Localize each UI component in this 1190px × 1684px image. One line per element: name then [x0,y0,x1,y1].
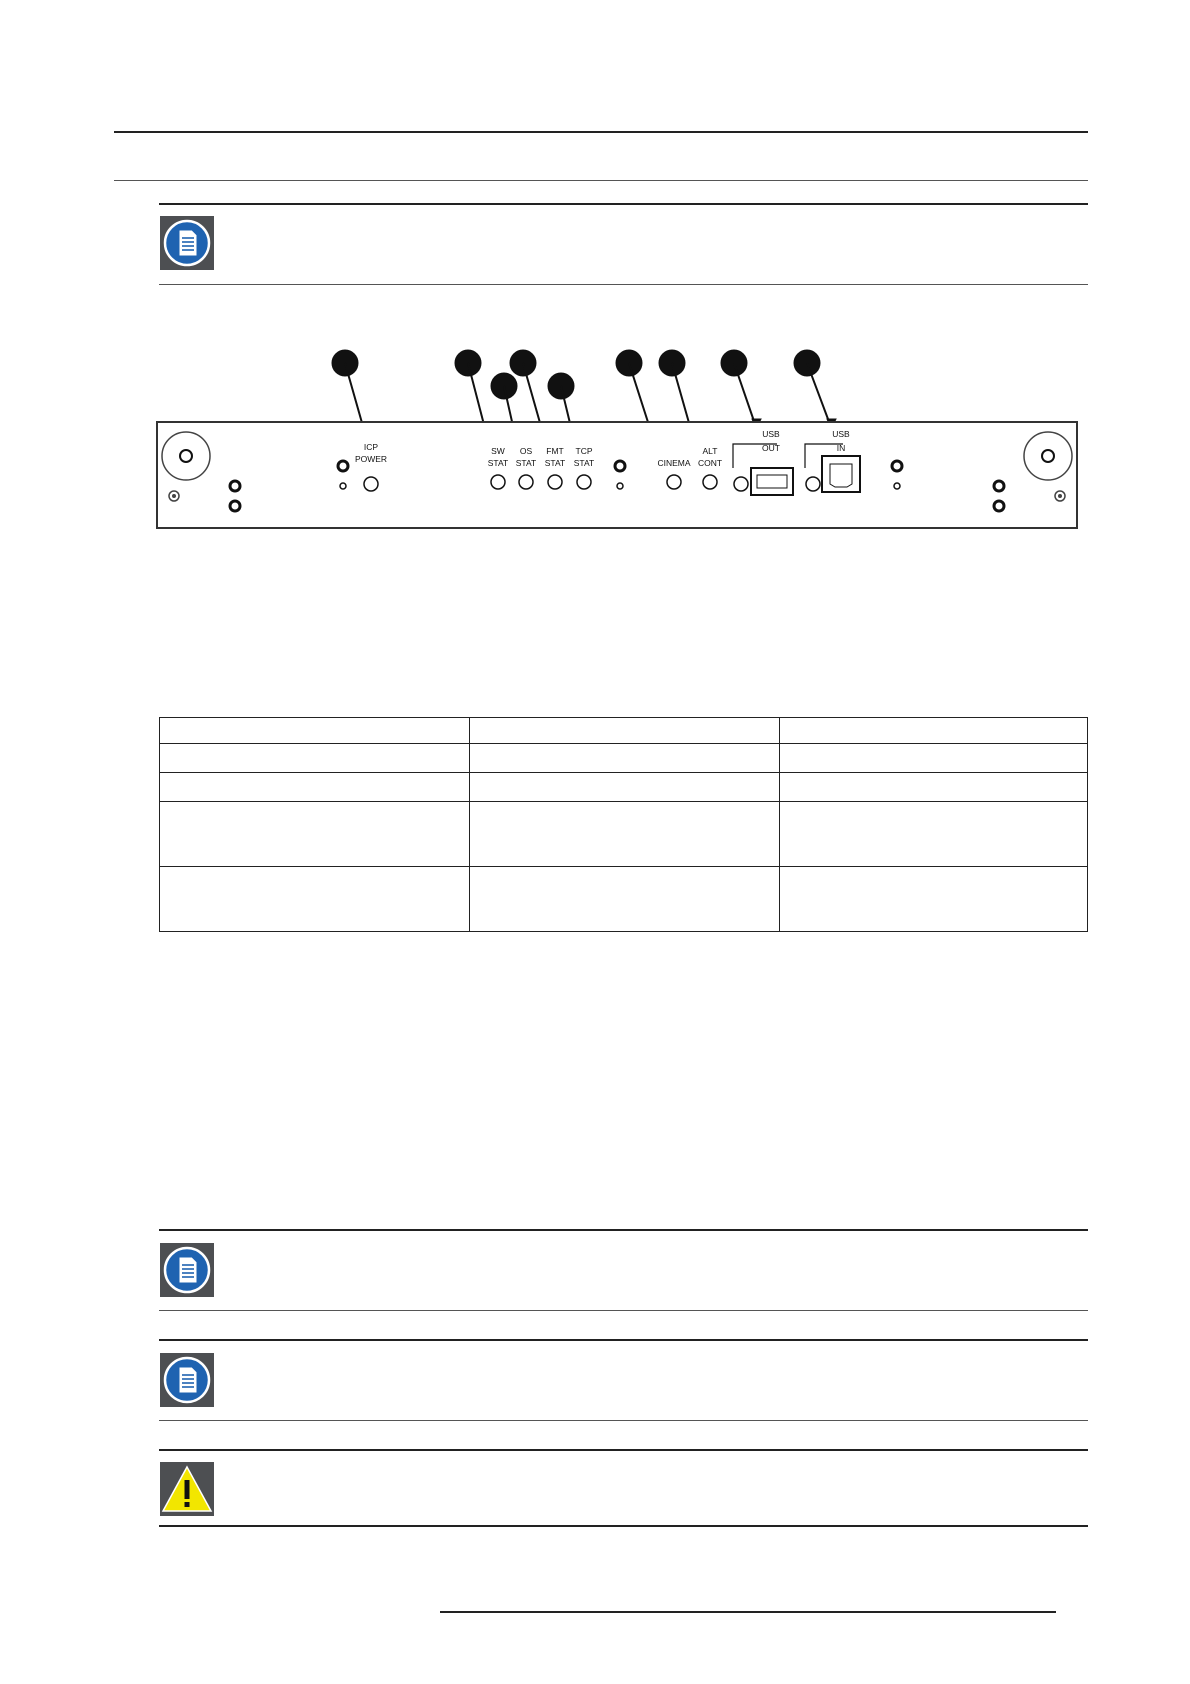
note-box-3-bottom-rule [159,1420,1088,1421]
spec-table [159,717,1088,932]
label-sw: SW [491,446,505,456]
note-document-icon [160,216,214,270]
note-box-1-top-rule [159,203,1088,205]
front-panel-diagram [155,344,1079,530]
table-row [160,867,1088,932]
table-row [160,718,1088,744]
note-box-2-top-rule [159,1229,1088,1231]
label-alt: ALT [702,446,718,456]
table-row [160,802,1088,867]
label-tcp: TCP [575,446,593,456]
note-document-icon [160,1243,214,1297]
table-cell [469,773,780,802]
warning-box-top-rule [159,1449,1088,1451]
label-usb-out-1: USB [762,429,780,439]
header-rule-top [114,131,1088,133]
label-os-stat: STAT [515,458,537,468]
header-rule-bottom [114,180,1088,181]
warning-box-bottom-rule [159,1525,1088,1527]
table-row [160,773,1088,802]
table-row [160,744,1088,773]
table-cell [780,867,1088,932]
note-box-1-bottom-rule [159,284,1088,285]
table-cell [160,718,470,744]
label-sw-stat: STAT [487,458,509,468]
label-fmt-stat: STAT [544,458,566,468]
note-document-icon [160,1353,214,1407]
warning-triangle-icon [160,1462,214,1516]
label-icp: ICP [363,442,379,452]
table-cell [160,773,470,802]
table-cell [469,718,780,744]
table-cell [780,773,1088,802]
footer-rule [440,1611,1056,1613]
label-power: POWER [354,454,388,464]
table-cell [160,802,470,867]
label-alt-cont: CONT [697,458,723,468]
table-cell [780,744,1088,773]
note-box-3-top-rule [159,1339,1088,1341]
table-cell [780,718,1088,744]
table-cell [160,867,470,932]
table-cell [469,744,780,773]
table-cell [780,802,1088,867]
table-cell [469,867,780,932]
label-usb-in-1: USB [832,429,850,439]
label-tcp-stat: STAT [573,458,595,468]
label-usb-in-2: IN [836,443,846,453]
note-box-2-bottom-rule [159,1310,1088,1311]
label-os: OS [519,446,533,456]
table-cell [160,744,470,773]
label-fmt: FMT [546,446,564,456]
label-cinema: CINEMA [657,458,691,468]
label-usb-out-2: OUT [762,443,780,453]
table-cell [469,802,780,867]
